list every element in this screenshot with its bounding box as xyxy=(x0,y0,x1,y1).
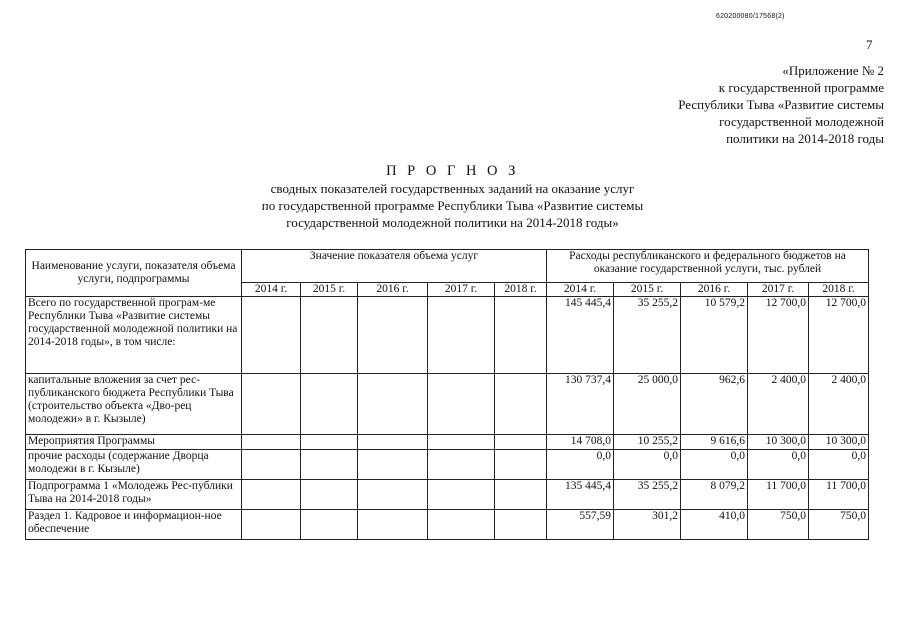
empty-cell xyxy=(301,435,358,450)
value-cell: 0,0 xyxy=(809,450,869,480)
page-number: 7 xyxy=(866,37,873,52)
table-row xyxy=(26,435,869,450)
year-header: 2017 г. xyxy=(428,283,495,297)
value-cell: 12 700,0 xyxy=(809,297,869,374)
heading: П Р О Г Н О З xyxy=(386,163,519,179)
empty-cell xyxy=(242,374,301,435)
empty-cell xyxy=(242,435,301,450)
empty-cell xyxy=(495,435,547,450)
year-header: 2015 г. xyxy=(614,283,681,297)
value-cell: 145 445,4 xyxy=(547,297,614,374)
value-cell: 10 300,0 xyxy=(748,435,809,450)
table-row xyxy=(26,450,869,480)
appendix-line: государственной молодежной xyxy=(719,114,884,129)
appendix-line: Республики Тыва «Развитие системы xyxy=(678,97,884,112)
table-row xyxy=(26,480,869,510)
empty-cell xyxy=(428,435,495,450)
empty-cell xyxy=(428,374,495,435)
empty-cell xyxy=(495,374,547,435)
value-cell: 410,0 xyxy=(681,510,748,540)
value-cell: 130 737,4 xyxy=(547,374,614,435)
year-header: 2014 г. xyxy=(242,283,301,297)
table-row xyxy=(26,510,869,540)
row-name: прочие расходы (содержание Дворца молодежи в г. Кызыле) xyxy=(26,450,242,480)
subtitle-line: по государственной программе Республики Тыва «Развитие системы xyxy=(261,198,644,213)
empty-cell xyxy=(242,450,301,480)
empty-cell xyxy=(358,374,428,435)
appendix-line: к государственной программе xyxy=(718,80,884,95)
year-header: 2016 г. xyxy=(681,283,748,297)
empty-cell xyxy=(301,480,358,510)
table-row xyxy=(26,374,869,435)
row-name: Подпрограмма 1 «Молодежь Рес-публики Тыва на 2014-2018 годы» xyxy=(26,480,242,510)
value-cell: 557,59 xyxy=(547,510,614,540)
empty-cell xyxy=(358,297,428,374)
year-header: 2015 г. xyxy=(301,283,358,297)
value-cell: 750,0 xyxy=(809,510,869,540)
value-cell: 0,0 xyxy=(547,450,614,480)
empty-cell xyxy=(301,374,358,435)
empty-cell xyxy=(495,297,547,374)
subtitle-line: сводных показателей государственных заданий на оказание услуг xyxy=(270,181,635,196)
value-cell: 8 079,2 xyxy=(681,480,748,510)
empty-cell xyxy=(301,450,358,480)
subtitle-line: государственной молодежной политики на 2014-2018 годы» xyxy=(286,215,619,230)
value-cell: 750,0 xyxy=(748,510,809,540)
empty-cell xyxy=(358,510,428,540)
year-header: 2016 г. xyxy=(358,283,428,297)
document-id: 620200080/17568(2) xyxy=(716,13,785,20)
empty-cell xyxy=(301,297,358,374)
appendix-line: политики на 2014-2018 годы xyxy=(726,131,884,146)
empty-cell xyxy=(358,435,428,450)
volume-header: Значение показателя объема услуг xyxy=(242,250,547,283)
value-cell: 2 400,0 xyxy=(748,374,809,435)
row-name: Раздел 1. Кадровое и информацион-ное обеспечение xyxy=(26,510,242,540)
empty-cell xyxy=(428,510,495,540)
empty-cell xyxy=(358,480,428,510)
value-cell: 0,0 xyxy=(748,450,809,480)
appendix-line: «Приложение № 2 xyxy=(782,63,884,78)
value-cell: 10 300,0 xyxy=(809,435,869,450)
value-cell: 11 700,0 xyxy=(809,480,869,510)
empty-cell xyxy=(428,450,495,480)
value-cell: 11 700,0 xyxy=(748,480,809,510)
value-cell: 135 445,4 xyxy=(547,480,614,510)
value-cell: 14 708,0 xyxy=(547,435,614,450)
value-cell: 0,0 xyxy=(681,450,748,480)
value-cell: 962,6 xyxy=(681,374,748,435)
empty-cell xyxy=(428,480,495,510)
row-name: Мероприятия Программы xyxy=(26,435,242,450)
value-cell: 10 255,2 xyxy=(614,435,681,450)
col-name-header: Наименование услуги, показателя объема услуги, подпрограммы xyxy=(26,250,242,297)
value-cell: 2 400,0 xyxy=(809,374,869,435)
table-row xyxy=(26,297,869,374)
empty-cell xyxy=(495,510,547,540)
year-header: 2014 г. xyxy=(547,283,614,297)
row-name: Всего по государственной програм-ме Республики Тыва «Развитие системы государственной молодежной политики на 2014-2018 годы», в том числе: xyxy=(26,297,242,374)
value-cell: 9 616,6 xyxy=(681,435,748,450)
empty-cell xyxy=(301,510,358,540)
value-cell: 35 255,2 xyxy=(614,297,681,374)
forecast-table xyxy=(25,249,869,540)
year-header: 2018 г. xyxy=(809,283,869,297)
value-cell: 25 000,0 xyxy=(614,374,681,435)
empty-cell xyxy=(495,450,547,480)
appendix-note xyxy=(620,62,884,147)
value-cell: 12 700,0 xyxy=(748,297,809,374)
empty-cell xyxy=(495,480,547,510)
value-cell: 10 579,2 xyxy=(681,297,748,374)
value-cell: 35 255,2 xyxy=(614,480,681,510)
value-cell: 0,0 xyxy=(614,450,681,480)
year-header: 2018 г. xyxy=(495,283,547,297)
year-header: 2017 г. xyxy=(748,283,809,297)
document-title xyxy=(0,162,905,231)
row-name: капитальные вложения за счет рес-публиканского бюджета Республики Тыва (строительство объекта «Дво-рец молодежи» в г. Кызыле) xyxy=(26,374,242,435)
empty-cell xyxy=(242,480,301,510)
empty-cell xyxy=(242,297,301,374)
value-cell: 301,2 xyxy=(614,510,681,540)
expense-header: Расходы республиканского и федерального бюджетов на оказание государственной услуги, тыс. рублей xyxy=(547,250,869,283)
empty-cell xyxy=(242,510,301,540)
empty-cell xyxy=(428,297,495,374)
empty-cell xyxy=(358,450,428,480)
